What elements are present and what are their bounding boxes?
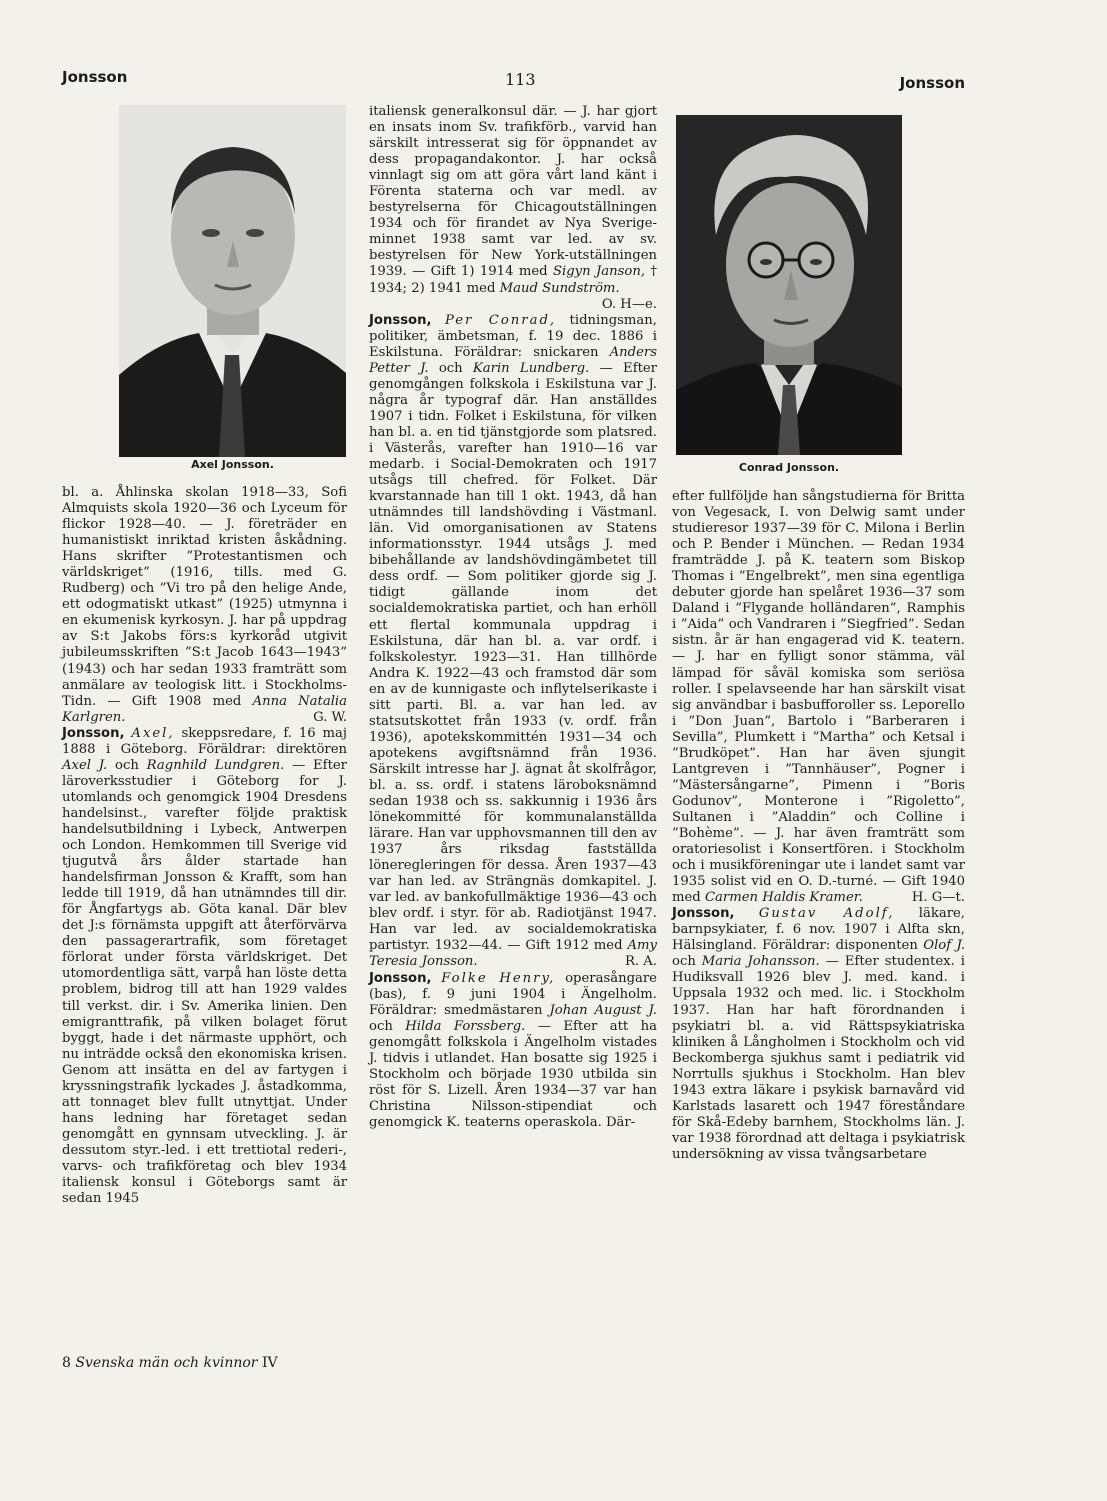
page-footer [62,1355,278,1371]
paragraph-text: italiensk generalkonsul där. — J. har gjort en insats inom Sv. trafikförb., varvid han särskilt intresserat sig för öppnandet av dess propagandakontor. J. har också vinnlagt sig om att göra vårt land känt i Förenta staterna och var medl. av bestyrelserna för Chicagoutställningen 1934 och för firandet av Nya Sverige-minnet 1938 samt var led. av sv. bestyrelsen för New York-utställningen 1939. — Gift 1) 1914 med [369,104,657,280]
conjunction: och [672,954,696,970]
text-column-2 [369,104,657,1131]
portrait-conrad-jonsson [676,115,902,455]
biography-entry-gustav [672,906,965,1163]
entry-given-name: Gustav Adolf, [758,906,895,922]
paragraph-text: läkare, barnpsykiater, f. 6 nov. 1907 i Alfta skn, Hälsingland. Föräldrar: disponenten [672,906,965,954]
parent-name: Axel J. [62,757,108,773]
photo-caption-left: Axel Jonsson. [191,458,274,471]
biography-continuation [62,485,347,726]
parent-name: Ragnhild Lundgren. [146,757,285,773]
text-column-3 [672,489,965,1163]
entry-surname: Jonsson, [369,312,432,328]
page-number: 113 [505,70,536,89]
conjunction: och [115,757,139,773]
conjunction: och [438,360,463,376]
paragraph-text: efter fullföljde han sångstudierna för Britta von Vegesack, I. von Delwig samt under studieresor 1937—39 för C. Milona i Berlin och P. Bender i München. — Redan 1934 framträdde J. på K. teatern som Biskop Thomas i ”Engelbrekt”, men sina egentliga debuter gjorde han spelåret 1936—37 som Daland i ”Flygande holländaren”, Ramphis i ”Aida” och Vandraren i ”Siegfried”. Sedan sistn. år är han engagerad vid K. teatern. — J. har en fylligt sonor stämma, väl lämpad för såväl komiska som seriösa roller. I spelavseende har han särskilt visat sig användbar i basbufforoller ss. Leporello i ”Don Juan”, Bartolo i ”Barberaren i Sevilla”, Plumkett i ”Martha” och Ketsal i ”Brudköpet”. Han har även sjungit Lantgreven i ”Tannhäuser”, Pogner i ”Mästersångarne”, Pimenn i ”Boris Godunov”, Monterone i ”Rigoletto”, Sultanen i ”Aladdin” och Colline i ”Bohème”. — J. har även framträtt som oratoriesolist i Konsertfören. i Stockholm och i musikföreningar ute i landet samt var 1935 solist vid en O. D.-turné. — Gift 1940 med [672,489,965,906]
paragraph-text: — Efter att ha genomgått folkskola i Ängelholm vistades J. tidvis i utlandet. Han bosatte sig 1925 i Stockholm och började 1930 utbilda sin röst för S. Lizell. Åren 1934—37 var han Christina Nilsson-stipendiat och genomgick K. teaterns operaskola. Där- [369,1018,657,1130]
spouse-name: Amy Teresia Jonsson. [369,938,657,970]
parent-name: Karin Lundberg. [472,360,590,376]
spouse-name: Sigyn Janson, [552,264,646,280]
portrait-axel-jonsson [119,105,346,457]
parent-name: Hilda Forssberg. [405,1018,526,1034]
parent-name: Maria Johansson. [701,954,820,970]
spouse-name: Anna Natalia Karlgren. [62,693,347,725]
entry-given-name: Per Conrad, [444,312,557,328]
conjunction: och [369,1018,393,1034]
spouse-name: Maud Sundström. [499,280,620,296]
paragraph-text: — Efter studentex. i Hudiksvall 1926 blev J. med. kand. i Uppsala 1932 och med. lic. i Stockholm 1937. Han har haft förordnanden i psykiatri bl. a. vid Rättspsykiatriska kliniken å Långholmen i Stockholm och vid Beckomberga sjukhus samt i pediatrik vid Norrtulls sjukhus i Stockholm. Han blev 1943 extra läkare i psykisk barnavård vid Karlstads lasarett och 1947 föreståndare för Skå-Edeby barnhem, Stockholms län. J. var 1938 förordnad att deltaga i psykiatrisk undersökning av vissa tvångsarbetare [672,954,965,1162]
paragraph-text: † 1934; 2) 1941 med [369,264,657,296]
volume-number: IV [261,1355,278,1371]
parent-name: Anders Petter J. [369,344,657,376]
author-signature: R. A. [624,954,657,970]
biography-entry-axel [62,726,347,1207]
paragraph-text: operasångare (bas), f. 9 juni 1904 i Ängelholm. Föräldrar: smedmästaren [369,970,657,1018]
paragraph-text: — Efter läroverksstudier i Göteborg for J. utomlands och genomgick 1904 Dresdens handelsinst., varefter följde praktisk handelsutbildning i Lybeck, Antwerpen och London. Hemkommen till Sverige vid tjugutvå års ålder startade han handelsfirman Jonsson & Krafft, som han ledde till 1919, då han utnämndes till dir. för Ångfartygs ab. Göta kanal. Där blev det J:s förnämsta uppgift att återförvärva den passagerartrafik, som företaget förlorat under första världskriget. Det utomordentliga sätt, varpå han löste detta problem, bidrog till att han 1929 valdes till verkst. dir. i Sv. Amerika linien. Den emigranttrafik, på vilken bolaget förut byggt, hade i det närmaste upphört, och nu inträdde också den ekonomiska krisen. Genom att insätta en del av fartygen i kryssningstrafik lyckades J. åstadkomma, att tonnaget blev fullt utnyttjat. Under hans ledning har företaget sedan genomgått en gynnsam utveckling. J. är dessutom styr.-led. i ett trettiotal rederi-, varvs- och trafikföretag och blev 1934 italiensk konsul i Göteborgs samt är sedan 1945 [62,757,347,1207]
spouse-name: Carmen Haldis Kramer. [704,890,863,906]
parent-name: Johan August J. [549,1002,658,1018]
photo-caption-right: Conrad Jonsson. [738,461,840,474]
text-column-1 [62,485,347,1207]
entry-given-name: Axel, [131,725,175,741]
running-head-right: Jonsson [899,74,965,92]
entry-surname: Jonsson, [672,906,735,922]
parent-name: Olof J. [923,938,965,954]
biography-continuation [369,104,657,297]
paragraph-text: skeppsredare, f. 16 maj 1888 i Göteborg. Föräldrar: direktören [62,725,347,757]
author-signature: H. G—t. [911,890,965,906]
biography-entry-folke [369,971,657,1131]
book-title: Svenska män och kvinnor [75,1355,258,1371]
entry-given-name: Folke Henry, [441,970,556,986]
biography-entry-conrad [369,313,657,971]
biography-continuation [672,489,965,906]
entry-surname: Jonsson, [62,725,125,741]
paragraph-text: bl. a. Åhlinska skolan 1918—33, Sofi Almquists skola 1920—36 och Lyceum för flickor 1928—40. — J. företräder en humanistiskt inriktad kristen åskådning. Hans skrifter ”Protestantismen och världskriget” (1916, tills. med G. Rudberg) och ”Vi tro på den helige Ande, ett odogmatiskt utkast” (1925) utmynna i en ekumenisk kyrkosyn. J. har på uppdrag av S:t Jakobs förs:s kyrkoråd utgivit jubileumsskriften ”S:t Jacob 1643—1943” (1943) och har sedan 1933 framträtt som anmälare av teologisk litt. i Stockholms-Tidn. — Gift 1908 med [62,485,347,709]
signature-number: 8 [62,1355,71,1371]
paragraph-text: — Efter genomgången folkskola i Eskilstuna var J. några år typograf där. Han anställdes 1907 i tidn. Folket i Eskilstuna, för vilken han bl. a. en tid tjänstgjorde som platsred. i Västerås, varefter han 1910—16 var medarb. i Social-Demokraten och 1917 utsågs till chefred. för Folket. Där kvarstannade han till 1 okt. 1943, då han utnämndes till landshövding i Västmanl. län. Vid omorganisationen av Statens informationsstyr. 1944 utsågs J. med bibehållande av landshövdingämbetet till dess ordf. — Som politiker gjorde sig J. tidigt gällande inom det socialdemokratiska partiet, och han erhöll ett flertal kommunala uppdrag i Eskilstuna, där han bl. a. var ordf. i folkskolestyr. 1923—31. Han tillhörde Andra K. 1922—43 och framstod där som en av de kunnigaste och inflytelserikaste i sitt parti. Bl. a. var han led. av statsutskottet från 1933 (v. ordf. från 1936), apotekskommittén 1931—34 och apotekens avgiftsnämnd från 1936. Särskilt intresse har J. ägnat åt skolfrågor, bl. a. ss. ordf. i statens läroboksnämnd sedan 1938 och ss. sakkunnig i 1936 års lönekommitté för kommunalanställda lärare. Han var upphovsmannen till den av 1937 års riksdag fastställda löneregleringen för dessa. Åren 1937—43 var han led. av Strängnäs domkapitel. J. var led. av bankofullmäktige 1936—43 och blev ordf. i styr. för ab. Radiotjänst 1947. Han var led. av socialdemokratiska partistyr. 1932—44. — Gift 1912 med [369,360,657,954]
running-head-left: Jonsson [62,68,128,86]
entry-surname: Jonsson, [369,970,432,986]
author-signature: O. H—e. [601,296,657,312]
author-signature: G. W. [313,709,347,725]
paragraph-text: tidningsman, politiker, ämbetsman, f. 19 dec. 1886 i Eskilstuna. Föräldrar: snickaren [369,312,657,360]
